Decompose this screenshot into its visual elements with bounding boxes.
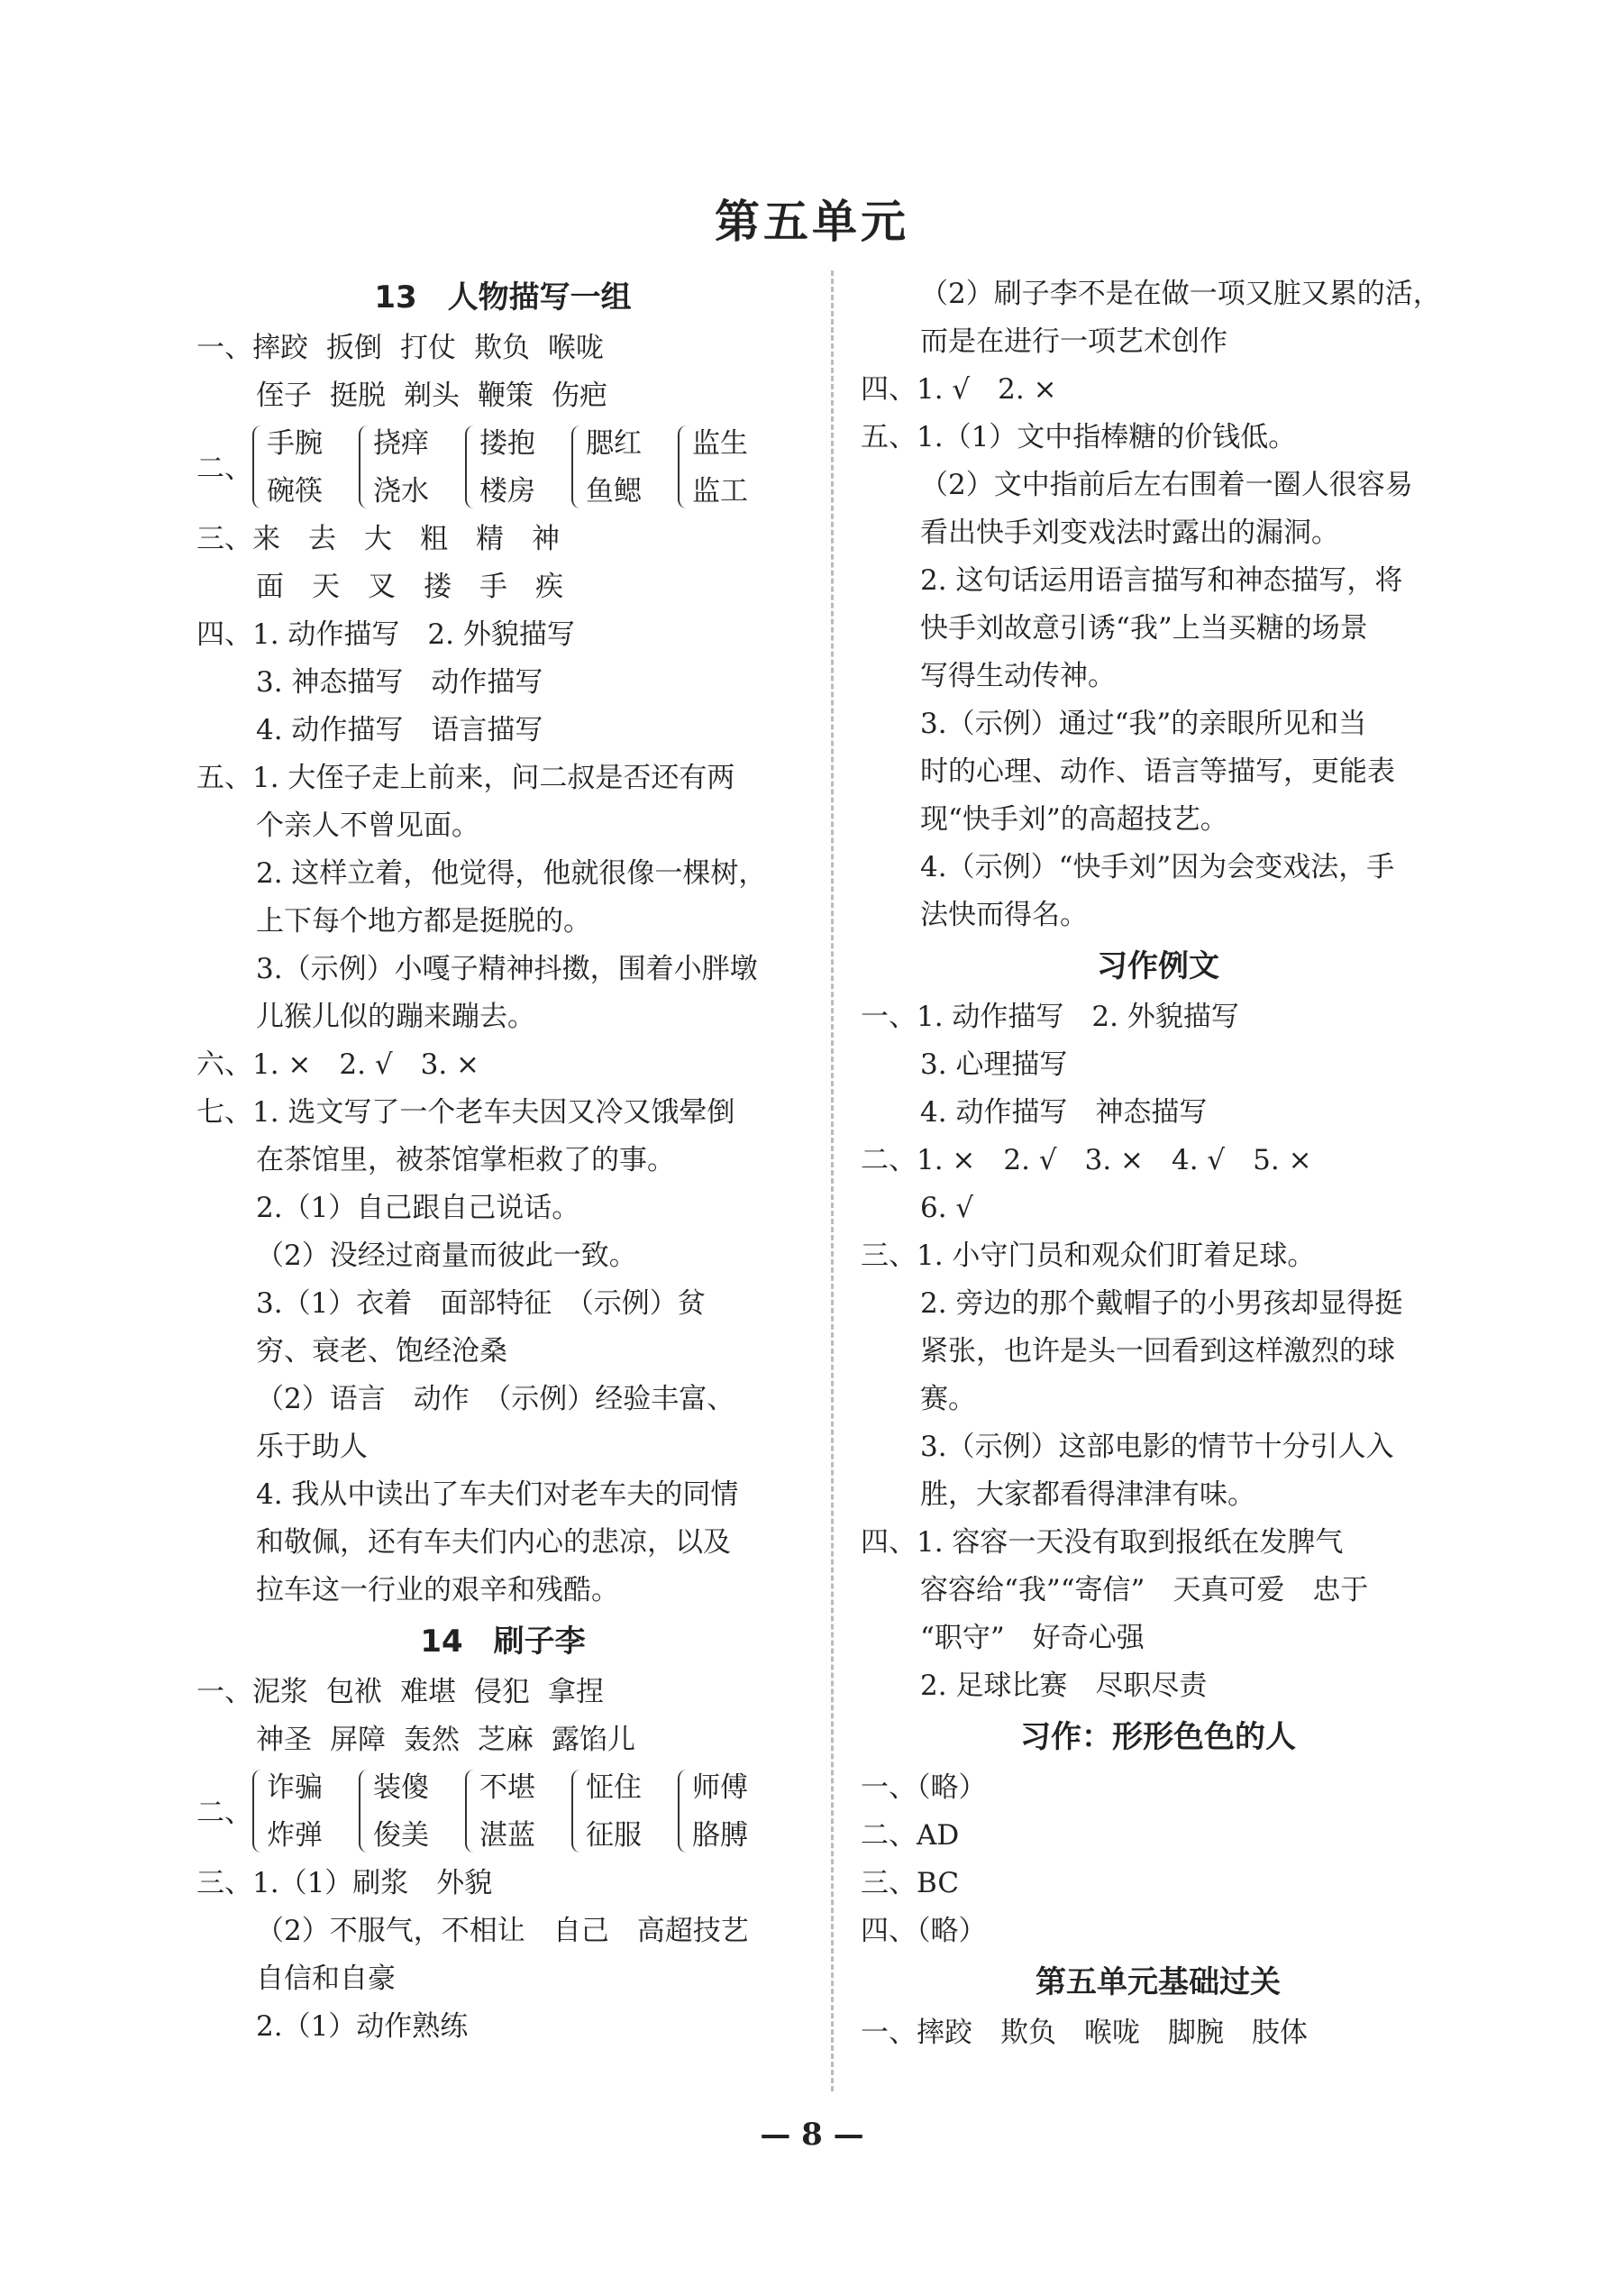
answer-line: 上下每个地方都是挺脱的。 <box>256 905 591 938</box>
answer-line: （2）文中指前后左右围着一圈人很容易 <box>920 469 1413 501</box>
answer-line: 4. 动作描写 语言描写 <box>256 714 543 746</box>
answer-line: 四、1. 容容一天没有取到报纸在发脾气 <box>861 1526 1344 1559</box>
word: 扳倒 <box>326 332 382 364</box>
answer-line: 2. 这样立着，他觉得，他就很像一棵树， <box>256 857 767 890</box>
answer-line: 儿猴儿似的蹦来蹦去。 <box>256 1001 535 1033</box>
word-pair <box>465 420 571 516</box>
answer-line: 二、AD <box>861 1819 960 1852</box>
answer-line: 时的心理、动作、语言等描写，更能表 <box>920 755 1395 788</box>
answer-line: 3.（示例）这部电影的情节十分引人入 <box>920 1431 1394 1463</box>
word: 监生 <box>692 427 748 460</box>
word: 装傻 <box>373 1771 429 1804</box>
answer-line: 4. 我从中读出了车夫们对老车夫的同情 <box>256 1478 739 1511</box>
section-title-14: 14 刷子李 <box>420 1624 586 1660</box>
answer-line: 四、（略） <box>861 1915 987 1947</box>
answer-line: 三、来 去 大 粗 精 神 <box>196 523 560 555</box>
answer-line: 3.（1）衣着 面部特征 （示例）贫 <box>256 1287 706 1320</box>
section-title-writing: 习作：形形色色的人 <box>1020 1719 1296 1755</box>
brace-icon <box>678 425 689 508</box>
word: 胳膊 <box>692 1819 748 1852</box>
word: 欺负 <box>474 332 530 364</box>
answer-line: 4.（示例）“快手刘”因为会变戏法，手 <box>920 851 1395 883</box>
answer-line: （2）刷子李不是在做一项又脏又累的活， <box>920 278 1441 310</box>
brace-icon <box>571 425 582 508</box>
answer-line: 乐于助人 <box>256 1431 368 1463</box>
answer-line: 四、1. 动作描写 2. 外貌描写 <box>196 618 575 651</box>
answer-line: 三、1.（1）刷浆 外貌 <box>196 1867 493 1899</box>
answer-line: 2.（1）自己跟自己说话。 <box>256 1192 580 1224</box>
word: 剃头 <box>404 380 460 412</box>
section-title-13: 13 人物描写一组 <box>374 279 632 316</box>
answer-line: （2）不服气，不相让 自己 高超技艺 <box>256 1915 749 1947</box>
s13-q1-row1 <box>196 325 809 372</box>
answer-line: 2. 足球比赛 尽职尽责 <box>920 1670 1208 1702</box>
brace-icon <box>678 1770 689 1853</box>
word-pair <box>571 420 678 516</box>
word-pair <box>359 1764 465 1860</box>
answer-line: 快手刘故意引诱“我”上当买糖的场景 <box>920 612 1368 645</box>
word: 难堪 <box>400 1676 456 1708</box>
answer-line: （2）语言 动作 （示例）经验丰富、 <box>256 1383 735 1415</box>
answer-line: 容容给“我”“寄信” 天真可爱 忠于 <box>920 1574 1369 1606</box>
page-number: — 8 — <box>760 2117 864 2153</box>
word: 挠痒 <box>373 427 429 460</box>
word: 包袱 <box>326 1676 382 1708</box>
word: 侄子 <box>256 380 312 412</box>
answer-line: 在茶馆里，被茶馆掌柜救了的事。 <box>256 1144 675 1176</box>
word: 屏障 <box>330 1724 386 1756</box>
answer-line: 现“快手刘”的高超技艺。 <box>920 803 1228 836</box>
word: 喉咙 <box>548 332 604 364</box>
answer-line: 3.（示例）通过“我”的亲眼所见和当 <box>920 708 1367 740</box>
answer-line: 一、摔跤 欺负 喉咙 脚腕 肢体 <box>861 2017 1308 2049</box>
answer-line: 法快而得名。 <box>920 899 1088 931</box>
answer-line: 穷、衰老、饱经沧桑 <box>256 1335 507 1368</box>
brace-icon <box>252 425 263 508</box>
word: 楼房 <box>479 475 535 508</box>
answer-line: 2.（1）动作熟练 <box>256 2010 469 2043</box>
answer-line: 三、BC <box>861 1867 960 1899</box>
q-label: 一、 <box>196 332 252 364</box>
s13-q1-row2 <box>196 372 809 420</box>
answer-line: 六、1. × 2. √ 3. × <box>196 1048 479 1081</box>
answer-line: 一、1. 动作描写 2. 外貌描写 <box>861 1001 1239 1033</box>
answer-line: （2）没经过商量而彼此一致。 <box>256 1240 637 1272</box>
word: 诈骗 <box>267 1771 323 1804</box>
s13-q2-brace-group <box>196 420 809 516</box>
brace-icon <box>252 1770 263 1853</box>
s14-q2-brace-group <box>196 1764 809 1860</box>
answer-line: 3.（示例）小嘎子精神抖擞，围着小胖墩 <box>256 953 758 985</box>
page-title: 第五单元 <box>715 195 909 248</box>
word: 泥浆 <box>252 1676 308 1708</box>
word: 手腕 <box>267 427 323 460</box>
word: 师傅 <box>692 1771 748 1804</box>
section-title-basic: 第五单元基础过关 <box>1036 1964 1281 2000</box>
answer-line: 赛。 <box>920 1383 976 1415</box>
brace-icon <box>571 1770 582 1853</box>
column-divider <box>831 270 834 2091</box>
answer-line: 三、1. 小守门员和观众们盯着足球。 <box>861 1240 1316 1272</box>
answer-line: 紧张，也许是头一回看到这样激烈的球 <box>920 1335 1395 1368</box>
answer-line: 自信和自豪 <box>256 1963 396 1995</box>
answer-line: 拉车这一行业的艰辛和残酷。 <box>256 1574 619 1606</box>
answer-line: 五、1.（1）文中指棒糖的价钱低。 <box>861 421 1297 453</box>
word: 打仗 <box>400 332 456 364</box>
word: 碗筷 <box>267 475 323 508</box>
word-pair <box>465 1764 571 1860</box>
word: 不堪 <box>479 1771 535 1804</box>
word: 摔跤 <box>252 332 308 364</box>
word: 炸弹 <box>267 1819 323 1852</box>
answer-line: 五、1. 大侄子走上前来，问二叔是否还有两 <box>196 762 735 794</box>
left-column <box>196 270 809 2051</box>
word: 伤疤 <box>552 380 607 412</box>
brace-icon <box>465 425 476 508</box>
word: 腮红 <box>586 427 642 460</box>
word: 神圣 <box>256 1724 312 1756</box>
word: 浇水 <box>373 475 429 508</box>
section-title-sample: 习作例文 <box>1097 948 1219 984</box>
q-label: 一、 <box>196 1676 252 1708</box>
q-label: 二、 <box>196 1797 252 1829</box>
answer-line: 而是在进行一项艺术创作 <box>920 325 1227 358</box>
word: 监工 <box>692 475 748 508</box>
answer-line: 看出快手刘变戏法时露出的漏洞。 <box>920 517 1339 549</box>
answer-line: 四、1. √ 2. × <box>861 373 1057 406</box>
answer-line: 个亲人不曾见面。 <box>256 810 479 842</box>
answer-line: 3. 神态描写 动作描写 <box>256 666 543 699</box>
brace-icon <box>359 1770 370 1853</box>
s14-q1-row2 <box>196 1716 809 1764</box>
word-pair <box>252 1764 359 1860</box>
answer-line: 和敬佩，还有车夫们内心的悲凉，以及 <box>256 1526 731 1559</box>
word: 轰然 <box>404 1724 460 1756</box>
word: 侵犯 <box>474 1676 530 1708</box>
word: 俊美 <box>373 1819 429 1852</box>
answer-line: 3. 心理描写 <box>920 1048 1068 1081</box>
word: 搂抱 <box>479 427 535 460</box>
answer-line: 胜，大家都看得津津有味。 <box>920 1478 1255 1511</box>
word: 拿捏 <box>548 1676 604 1708</box>
right-column <box>861 270 1455 2057</box>
word-pair <box>252 420 359 516</box>
word-pair <box>359 420 465 516</box>
q-label: 二、 <box>196 453 252 485</box>
word: 征服 <box>586 1819 642 1852</box>
answer-line: 七、1. 选文写了一个老车夫因又冷又饿晕倒 <box>196 1096 735 1129</box>
word: 挺脱 <box>330 380 386 412</box>
word: 鞭策 <box>478 380 534 412</box>
word: 鱼鳃 <box>586 475 642 508</box>
brace-icon <box>359 425 370 508</box>
answer-line: 2. 旁边的那个戴帽子的小男孩却显得挺 <box>920 1287 1403 1320</box>
answer-line: 写得生动传神。 <box>920 660 1116 692</box>
s14-q1-row1 <box>196 1669 809 1716</box>
word: 露馅儿 <box>552 1724 635 1756</box>
word-pair <box>678 420 784 516</box>
word-pair <box>678 1764 784 1860</box>
word-pair <box>571 1764 678 1860</box>
answer-line: 二、1. × 2. √ 3. × 4. √ 5. × <box>861 1144 1312 1176</box>
answer-line: 2. 这句话运用语言描写和神态描写，将 <box>920 564 1403 597</box>
word: 怔住 <box>586 1771 642 1804</box>
answer-line: 面 天 叉 搂 手 疾 <box>256 571 563 603</box>
answer-line: 一、（略） <box>861 1771 987 1804</box>
answer-line: 6. √ <box>920 1192 974 1224</box>
word: 湛蓝 <box>479 1819 535 1852</box>
answer-line: 4. 动作描写 神态描写 <box>920 1096 1208 1129</box>
word: 芝麻 <box>478 1724 534 1756</box>
answer-line: “职守” 好奇心强 <box>920 1622 1145 1654</box>
brace-icon <box>465 1770 476 1853</box>
